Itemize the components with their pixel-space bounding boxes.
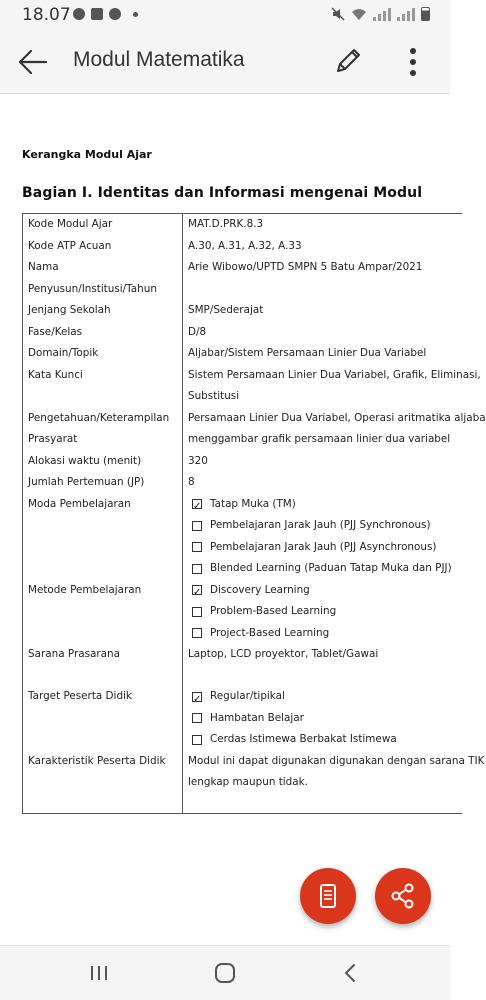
moda-option-tm[interactable]: ✓ Tatap Muka (TM)	[192, 494, 296, 516]
row-value: Aljabar/Sistem Persamaan Linier Dua Variabel	[188, 347, 427, 359]
chrome-icon	[109, 8, 121, 20]
identity-table	[22, 213, 486, 814]
system-nav-bar	[0, 945, 450, 1000]
row-label: Alokasi waktu (menit)	[28, 454, 142, 467]
row-label: Kode ATP Acuan	[28, 239, 112, 252]
share-icon	[389, 882, 417, 910]
share-button[interactable]	[375, 868, 431, 924]
document-icon	[314, 882, 342, 910]
row-value-line2: Substitusi	[188, 390, 240, 402]
row-label: Pengetahuan/Keterampilan	[28, 411, 170, 424]
recent-apps-icon	[84, 961, 114, 985]
row-label: Kode Modul Ajar	[28, 218, 113, 230]
target-option-cibi[interactable]: Cerdas Istimewa Berbakat Istimewa	[192, 729, 397, 751]
row-value: SMP/Sederajat	[188, 304, 264, 316]
checkbox-icon[interactable]	[192, 542, 202, 552]
row-label: Jenjang Sekolah	[28, 304, 111, 316]
row-label: Nama	[28, 261, 59, 273]
row-label-line2: Penyusun/Institusi/Tahun	[28, 282, 157, 295]
checkbox-checked-icon[interactable]	[192, 585, 202, 595]
row-value: 8	[188, 476, 195, 488]
document-heading: Kerangka Modul Ajar	[22, 148, 152, 161]
checkbox-icon[interactable]	[192, 521, 202, 531]
row-value: Sistem Persamaan Linier Dua Variabel, Grafik, Eliminasi,	[188, 368, 481, 381]
row-label: Domain/Topik	[28, 347, 99, 359]
checkbox-icon[interactable]	[192, 713, 202, 723]
back-nav-button[interactable]	[336, 961, 366, 985]
signal-icon	[397, 8, 415, 21]
row-value: Laptop, LCD proyektor, Tablet/Gawai	[188, 648, 379, 660]
home-icon	[210, 961, 240, 985]
row-value: 320	[188, 454, 208, 467]
facebook-icon	[91, 8, 103, 20]
checkbox-checked-icon[interactable]	[192, 499, 202, 509]
row-label: Sarana Prasarana	[28, 648, 120, 660]
chevron-left-icon	[336, 961, 366, 985]
checkbox-icon[interactable]	[192, 628, 202, 638]
wifi-icon	[351, 7, 367, 21]
row-label-line2: Prasyarat	[28, 433, 78, 445]
edit-button[interactable]	[332, 45, 364, 77]
row-label: Karakteristik Peserta Didik	[28, 754, 166, 767]
checkbox-checked-icon[interactable]	[192, 692, 202, 702]
page-title: Modul Matematika	[73, 48, 245, 71]
row-value: D/8	[188, 325, 207, 338]
mute-icon	[331, 7, 345, 21]
moda-option-pjj-async[interactable]: Pembelajaran Jarak Jauh (PJJ Asynchronous)	[192, 537, 436, 559]
recent-apps-button[interactable]	[84, 961, 114, 985]
row-label: Kata Kunci	[28, 368, 83, 381]
metode-option-pbl[interactable]: Problem-Based Learning	[192, 601, 336, 623]
home-button[interactable]	[210, 961, 240, 985]
more-options-button[interactable]	[400, 45, 426, 79]
row-value: Arie Wibowo/UPTD SMPN 5 Batu Ampar/2021	[188, 261, 423, 273]
status-time: 18.07	[22, 5, 71, 25]
signal-icon	[373, 8, 391, 21]
target-option-regular[interactable]: ✓ Regular/tipikal	[192, 686, 285, 708]
pencil-icon	[332, 45, 364, 77]
checkbox-icon[interactable]	[192, 607, 202, 617]
row-value: Modul ini dapat digunakan digunakan dengan sarana TIK	[188, 754, 485, 767]
back-button[interactable]	[16, 46, 50, 78]
row-value: A.30, A.31, A.32, A.33	[188, 239, 302, 252]
row-value: MAT.D.PRK.8.3	[188, 218, 264, 230]
metode-option-discovery[interactable]: ✓ Discovery Learning	[192, 580, 310, 602]
status-bar	[0, 0, 450, 30]
row-value: Persamaan Linier Dua Variabel, Operasi aritmatika aljaba	[188, 411, 486, 424]
view-document-button[interactable]	[300, 868, 356, 924]
target-option-hambatan[interactable]: Hambatan Belajar	[192, 708, 304, 730]
row-label: Moda Pembelajaran	[28, 497, 131, 510]
row-label: Metode Pembelajaran	[28, 583, 142, 596]
app-bar	[0, 30, 450, 94]
row-value-line2: menggambar grafik persamaan linier dua variabel	[188, 433, 451, 445]
section-title: Bagian I. Identitas dan Informasi mengenai Modul	[22, 185, 423, 201]
metode-option-pjbl[interactable]: Project-Based Learning	[192, 623, 329, 645]
row-label: Target Peserta Didik	[28, 690, 132, 702]
moda-option-pjj-sync[interactable]: Pembelajaran Jarak Jauh (PJJ Synchronous)	[192, 515, 431, 537]
checkbox-icon[interactable]	[192, 735, 202, 745]
checkbox-icon[interactable]	[192, 564, 202, 574]
moda-option-blended[interactable]: Blended Learning (Paduan Tatap Muka dan PJJ)	[192, 558, 452, 580]
row-label: Jumlah Pertemuan (JP)	[28, 476, 145, 488]
notification-dot-icon	[133, 12, 138, 17]
chrome-icon	[73, 8, 85, 20]
document-view[interactable]	[0, 95, 486, 945]
row-value-line2: lengkap maupun tidak.	[188, 776, 308, 788]
row-label: Fase/Kelas	[28, 325, 83, 338]
more-vertical-icon	[400, 45, 426, 79]
arrow-left-icon	[16, 46, 50, 78]
battery-icon	[421, 7, 430, 21]
